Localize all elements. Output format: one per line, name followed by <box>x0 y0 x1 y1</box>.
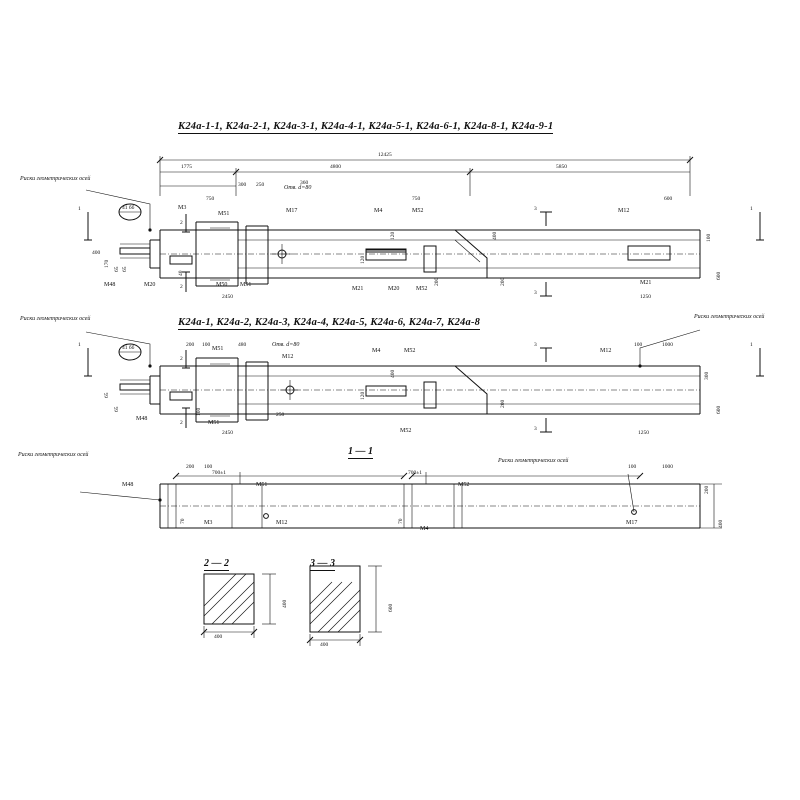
dim-top-40: 40 <box>178 270 184 276</box>
dim-sec-1000: 1000 <box>662 464 673 470</box>
mark-mid-m12b: М12 <box>600 348 612 354</box>
dim-2-2-height: 400 <box>282 599 288 608</box>
dim-mid-480: 480 <box>238 342 247 348</box>
section-callout-1-right-mid: 1 <box>750 342 753 348</box>
dim-top-2450: 2450 <box>222 294 233 300</box>
dim-top-170: 170 <box>104 259 110 268</box>
mark-sec-m51: М51 <box>256 482 268 488</box>
section-callout-3-top-mid: 3 <box>534 342 537 348</box>
axis-note-top-1: Риски геометрических осей <box>20 176 91 182</box>
section-callout-2-bottom-mid: 2 <box>180 420 183 426</box>
axis-note-sec-right: Риски геометрических осей <box>498 458 569 464</box>
stamp-top: 41 бб <box>122 205 135 211</box>
mark-sec-m12: М12 <box>276 520 288 526</box>
dim-mid-1000: 1000 <box>662 342 673 348</box>
title-mid-series: К24а-1, К24а-2, К24а-3, К24а-4, К24а-5, К24а-6, К24а-7, К24а-8 <box>178 317 481 328</box>
dim-sec-100b: 100 <box>628 464 637 470</box>
dim-sec-100: 100 <box>204 464 213 470</box>
mark-mid-m52: М52 <box>404 348 416 354</box>
section-callout-3-bottom: 3 <box>534 290 537 296</box>
dim-sec-700a: 700±1 <box>212 470 227 476</box>
section-callout-1-left: 1 <box>78 206 81 212</box>
dim-2-2-width: 400 <box>214 634 223 640</box>
dim-3-3-width: 400 <box>320 642 329 648</box>
mark-top-m20: М20 <box>144 282 156 288</box>
dim-top-360: 360 <box>300 180 309 186</box>
mark-mid-m12: М12 <box>282 354 294 360</box>
hole-note-top: Отв. d=80 <box>284 185 312 191</box>
mark-mid-m48: М48 <box>136 416 148 422</box>
hole-note-mid: Отв. d=80 <box>272 342 300 348</box>
mark-mid-m4: М4 <box>372 348 381 354</box>
section-label-3-3: 3 — 3 <box>310 558 335 569</box>
mark-top-m4: М4 <box>374 208 383 214</box>
section-callout-2-top: 2 <box>180 220 183 226</box>
mark-sec-m3: М3 <box>204 520 213 526</box>
section-callout-3-top: 3 <box>534 206 537 212</box>
dim-top-400: 400 <box>92 250 101 256</box>
dim-top-750-b: 750 <box>412 196 421 202</box>
mark-sec-m48: М48 <box>122 482 134 488</box>
dim-top-100: 100 <box>706 233 712 242</box>
dim-sec-200: 200 <box>186 464 195 470</box>
dim-sec-700b: 700±1 <box>408 470 423 476</box>
dim-mid-1250: 1250 <box>638 430 649 436</box>
dim-mid-300: 300 <box>704 371 710 380</box>
dim-top-600: 600 <box>664 196 673 202</box>
mark-sec-m52: М52 <box>458 482 470 488</box>
mark-top-m20-b: М20 <box>388 286 400 292</box>
dim-mid-2450: 2450 <box>222 430 233 436</box>
mark-top-m12: М12 <box>618 208 630 214</box>
axis-note-mid-left: Риски геометрических осей <box>20 316 91 322</box>
dim-top-12425: 12425 <box>378 152 392 158</box>
stamp-mid: 41 бб <box>122 345 135 351</box>
mark-top-m21: М21 <box>352 286 364 292</box>
dim-top-200b: 200 <box>434 277 440 286</box>
section-label-1-1: 1 — 1 <box>348 446 373 457</box>
section-callout-1-right: 1 <box>750 206 753 212</box>
dim-top-120a: 120 <box>360 255 366 264</box>
dim-mid-600: 600 <box>716 405 722 414</box>
mark-mid-m52b: М52 <box>400 428 412 434</box>
axis-note-mid-right: Риски геометрических осей <box>694 314 765 320</box>
dim-mid-100c: 100 <box>196 407 202 416</box>
dim-top-300: 300 <box>238 182 247 188</box>
title-top-series: К24а-1-1, К24а-2-1, К24а-3-1, К24а-4-1, К24а-5-1, К24а-6-1, К24а-8-1, К24а-9-1 <box>178 121 554 132</box>
dim-3-3-height: 600 <box>388 603 394 612</box>
dim-top-65b: 65 <box>122 266 128 272</box>
mark-top-m51: М51 <box>218 211 230 217</box>
dim-top-4800: 4800 <box>330 164 341 170</box>
axis-note-sec-left: Риски геометрических осей <box>18 452 89 458</box>
mark-top-m48: М48 <box>104 282 116 288</box>
dim-mid-400: 400 <box>390 369 396 378</box>
dim-top-65a: 65 <box>114 266 120 272</box>
mark-top-m17: М17 <box>286 208 298 214</box>
mark-sec-m17: М17 <box>626 520 638 526</box>
dim-top-400b: 400 <box>492 231 498 240</box>
mark-top-m52: М52 <box>412 208 424 214</box>
dim-mid-65b: 65 <box>114 406 120 412</box>
dim-mid-65a: 65 <box>104 392 110 398</box>
section-callout-3-bottom-mid: 3 <box>534 426 537 432</box>
dim-mid-120: 120 <box>360 391 366 400</box>
mark-top-m52-b: М52 <box>416 286 428 292</box>
mark-top-m51-b: М51 <box>240 282 252 288</box>
mark-mid-m51b: М51 <box>208 420 220 426</box>
section-callout-1-left-mid: 1 <box>78 342 81 348</box>
section-callout-2-top-mid: 2 <box>180 356 183 362</box>
dim-mid-200b: 200 <box>500 399 506 408</box>
dim-top-1775: 1775 <box>181 164 192 170</box>
dim-top-1250: 1250 <box>640 294 651 300</box>
dim-mid-100b: 100 <box>634 342 643 348</box>
mark-top-m21-c: М21 <box>640 280 652 286</box>
dim-top-5850: 5850 <box>556 164 567 170</box>
mark-mid-m51: М51 <box>212 346 224 352</box>
mark-top-m50: М50 <box>216 282 228 288</box>
mark-top-m3: М3 <box>178 205 187 211</box>
dim-mid-250: 250 <box>276 412 285 418</box>
mark-sec-m4: М4 <box>420 526 429 532</box>
dim-sec-400: 400 <box>718 519 724 528</box>
section-label-2-2: 2 — 2 <box>204 558 229 569</box>
dim-sec-200b: 200 <box>704 485 710 494</box>
dim-top-600b: 600 <box>716 271 722 280</box>
dim-mid-100: 100 <box>202 342 211 348</box>
dim-mid-200: 200 <box>186 342 195 348</box>
section-callout-2-bottom: 2 <box>180 284 183 290</box>
dim-top-250: 250 <box>256 182 265 188</box>
dim-sec-70b: 70 <box>398 518 404 524</box>
dim-sec-70a: 70 <box>180 518 186 524</box>
dim-top-120b: 120 <box>390 231 396 240</box>
dim-top-750-a: 750 <box>206 196 215 202</box>
dim-top-200a: 200 <box>500 277 506 286</box>
